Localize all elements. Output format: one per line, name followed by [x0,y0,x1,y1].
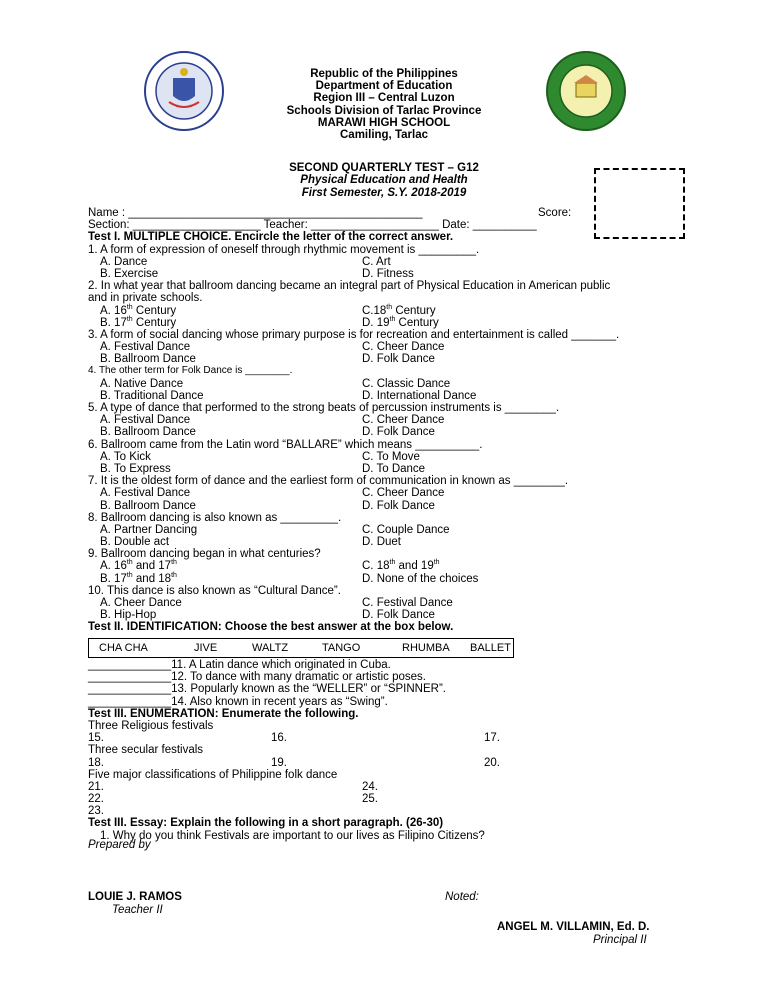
principal-title: Principal II [593,934,647,946]
options-row [88,414,708,426]
options-row [88,560,708,572]
option-a[interactable]: A. Cheer Dance [100,597,182,609]
question-text: 10. This dance is also known as “Cultural Dance”. [88,584,341,597]
item-22: 22. [88,793,104,806]
option-b[interactable]: B. Hip-Hop [100,609,157,622]
option-d[interactable]: D. Folk Dance [362,499,435,512]
item-17: 17. [484,732,500,745]
header-line: MARAWI HIGH SCHOOL [317,116,451,129]
options-row [88,609,708,621]
choice: WALTZ [252,642,289,654]
item-16: 16. [271,732,287,745]
option-a[interactable]: A. Dance [100,255,148,268]
option-c[interactable]: C. Cheer Dance [362,341,445,354]
choice: BALLET [470,642,511,654]
option-c[interactable]: C. Art [362,255,391,268]
question-text: 8. Ballroom dancing is also known as _________. [88,511,342,524]
options-row [88,317,708,329]
teacher-title: Teacher II [112,904,163,916]
option-a[interactable]: A. 16th and 17th [100,559,177,573]
header-line: Camiling, Tarlac [340,129,428,142]
religious-label: Three Religious festivals [88,719,214,732]
secular-label: Three secular festivals [88,744,204,757]
subject-title: Physical Education and Health [300,174,468,187]
option-a[interactable]: A. Festival Dance [100,487,191,500]
option-c[interactable]: C. Festival Dance [362,597,453,609]
item-23: 23. [88,805,104,818]
option-d[interactable]: D. International Dance [362,389,477,402]
options-row [88,597,708,609]
test1-heading: Test I. MULTIPLE CHOICE. Encircle the letter of the correct answer. [88,231,454,244]
item-24: 24. [362,780,378,793]
test3-heading: Test III. ENUMERATION: Enumerate the following. [88,707,359,720]
option-b[interactable]: B. Exercise [100,267,159,280]
answer-choices-box [88,638,514,658]
test-title: SECOND QUARTERLY TEST – G12 [289,162,479,174]
option-c[interactable]: C. 18th and 19th [362,559,440,573]
item-18: 18. [88,756,104,769]
option-b[interactable]: B. Ballroom Dance [100,353,196,366]
item-25: 25. [362,793,378,806]
item-15: 15. [88,732,104,745]
identification-item[interactable]: _____________11. A Latin dance which originated in Cuba. [88,659,391,671]
semester-title: First Semester, S.Y. 2018-2019 [301,186,467,199]
option-c[interactable]: C. Cheer Dance [362,414,445,427]
question-text: 1. A form of expression of oneself through rhythmic movement is _________. [88,243,480,256]
item-20: 20. [484,756,500,769]
folk-label: Five major classifications of Philippine folk dance [88,768,338,781]
option-a[interactable]: A. Native Dance [100,377,184,390]
option-c[interactable]: C. Cheer Dance [362,487,445,500]
header-line: Region III – Central Luzon [313,92,455,105]
option-c[interactable]: C. To Move [362,450,420,463]
item-21: 21. [88,780,104,793]
options-row [88,378,708,390]
option-a[interactable]: A. 16th Century [100,303,177,317]
question-text: 5. A type of dance that performed to the strong beats of percussion instruments is ________. [88,402,560,414]
option-c[interactable]: C.18th Century [362,303,436,317]
option-a[interactable]: A. Festival Dance [100,341,191,354]
options-row [88,426,708,438]
choice: TANGO [322,642,361,654]
name-field[interactable]: Name : ______________________________________________ [88,207,423,219]
options-row [88,536,708,548]
option-d[interactable]: D. Duet [362,536,401,549]
question-text: 6. Ballroom came from the Latin word “BALLARE” which means __________. [88,438,483,451]
option-a[interactable]: A. To Kick [100,450,151,463]
option-a[interactable]: A. Partner Dancing [100,523,198,536]
options-row [88,256,708,268]
option-a[interactable]: A. Festival Dance [100,414,191,427]
question-text: 7. It is the oldest form of dance and the earliest form of communication in known as ________. [88,475,569,488]
multiple-choice-questions [88,244,708,622]
option-d[interactable]: D. Fitness [362,267,414,280]
option-b[interactable]: B. To Express [100,462,171,475]
option-d[interactable]: D. None of the choices [362,572,479,585]
question-text: 4. The other term for Folk Dance is ________. [88,365,293,377]
test2-3-section [88,659,708,842]
school-header [0,68,768,141]
option-d[interactable]: D. To Dance [362,462,426,475]
options-row [88,451,708,463]
prepared-by-label: Prepared by [88,839,151,851]
option-c[interactable]: C. Classic Dance [362,377,451,390]
option-d[interactable]: D. Folk Dance [362,609,435,622]
options-row [88,353,708,365]
identification-item[interactable]: _____________14. Also known in recent years as “Swing”. [88,695,388,708]
choice: JIVE [194,642,218,654]
question-text: 2. In what year that ballroom dancing became an integral part of Physical Education in American public [88,280,611,293]
test-body [88,207,708,634]
header-line: Department of Education [315,80,453,93]
option-b[interactable]: B. 17th Century [100,315,177,329]
teacher-name: LOUIE J. RAMOS [88,891,182,903]
choice: CHA CHA [99,642,148,654]
options-row [88,524,708,536]
test2-heading: Test II. IDENTIFICATION: Choose the best answer at the box below. [88,621,454,634]
essay-heading: Test III. Essay: Explain the following in a short paragraph. (26-30) [88,817,444,830]
option-b[interactable]: B. Ballroom Dance [100,426,196,439]
question-text: 9. Ballroom dancing began in what centuries? [88,548,321,561]
essay-question: 1. Why do you think Festivals are important to our lives as Filipino Citizens? [100,829,485,842]
principal-name: ANGEL M. VILLAMIN, Ed. D. [497,921,650,933]
option-b[interactable]: B. Double act [100,536,170,549]
options-row [88,573,708,585]
option-b[interactable]: B. Ballroom Dance [100,499,196,512]
score-label: Score: [538,207,572,219]
noted-label: Noted: [445,891,479,903]
question-text: and in private schools. [88,292,203,305]
item-19: 19. [271,756,287,769]
option-d[interactable]: D. Folk Dance [362,426,435,439]
choice: RHUMBA [402,642,450,654]
header-line: Republic of the Philippines [310,68,458,80]
options-row [88,463,708,475]
name-line [88,207,708,219]
option-d[interactable]: D. Folk Dance [362,353,435,366]
question-text: 3. A form of social dancing whose primary purpose is for recreation and entertainment is called _______. [88,328,620,341]
options-row [88,305,708,317]
options-row [88,390,708,402]
option-b[interactable]: B. 17th and 18th [100,571,177,585]
options-row [88,487,708,499]
identification-item[interactable]: _____________13. Popularly known as the “WELLER” or “SPINNER”. [88,683,446,696]
option-c[interactable]: C. Couple Dance [362,523,450,536]
option-b[interactable]: B. Traditional Dance [100,389,204,402]
option-d[interactable]: D. 19th Century [362,315,439,329]
options-row [88,341,708,353]
options-row [88,268,708,280]
options-row [88,500,708,512]
header-line: Schools Division of Tarlac Province [286,104,482,117]
identification-item[interactable]: _____________12. To dance with many dramatic or artistic poses. [88,671,426,684]
section-field[interactable]: Section: ____________________ Teacher: ____________________ Date: __________ [88,219,537,232]
